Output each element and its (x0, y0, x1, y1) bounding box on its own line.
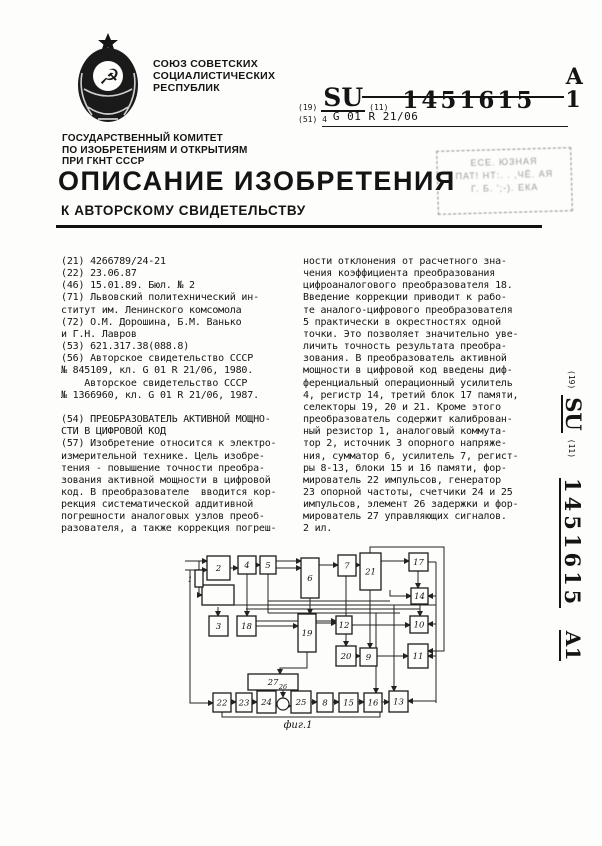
country-code: SU (323, 83, 364, 112)
block-2-label: 2 (215, 564, 222, 575)
block-15-label: 15 (343, 698, 354, 709)
block-20-label: 20 (340, 652, 352, 663)
publication-number-row (298, 64, 584, 114)
text-line: ГОСУДАРСТВЕННЫЙ КОМИТЕТ (62, 133, 223, 144)
text-line: № 1366960, кл. G 01 R 21/06, 1987. (61, 389, 259, 401)
code-51: (51) 4 (298, 115, 327, 124)
text-line: 2 ил. (303, 523, 333, 535)
block-7-label: 7 (344, 561, 350, 572)
text-line: СТИ В ЦИФРОВОЙ КОД (61, 426, 166, 438)
text-line: (57) Изобретение относится к электро- (61, 438, 277, 450)
text-line: ститут им. Ленинского комсомола (61, 304, 242, 316)
block-26-label: 26 (278, 683, 288, 691)
block-14-label: 14 (414, 592, 425, 603)
ipc-class: G 01 R 21/06 (332, 110, 419, 123)
number-underline (362, 96, 564, 98)
document-title: ОПИСАНИЕ ИЗОБРЕТЕНИЯ (58, 166, 456, 196)
text-line: (21) 4266789/24-21 (61, 256, 166, 267)
text-line: код. В преобразователе вводится кор- (61, 486, 277, 498)
figure-annotation: 1 (187, 575, 193, 584)
block-5-label: 5 (265, 561, 271, 572)
text-line: ния, сумматор 6, усилитель 7, регист- (303, 450, 519, 462)
text-line: 5 практически в окрестностях одной (303, 316, 501, 328)
text-line: ный резистор 1, аналоговый коммута- (303, 426, 507, 438)
block-4-label: 4 (244, 561, 250, 572)
block-19-label: 19 (301, 629, 313, 640)
block-24-label: 24 (261, 698, 272, 709)
publication-number: 1451615 (402, 87, 536, 114)
text-line: (54) ПРЕОБРАЗОВАТЕЛЬ АКТИВНОЙ МОЩНО- (61, 414, 271, 426)
text-line: (72) О.М. Дорошина, Б.М. Ванько (61, 316, 242, 328)
text-line: ПАТ! НТ:. . ,ЧЁ. АЯ (455, 168, 554, 182)
bibliography-and-abstract-left-column (61, 256, 301, 536)
text-line: 23 опорной частоты, счетчики 24 и 25 (303, 486, 513, 498)
text-line: Введение коррекции приводит к рабо- (303, 292, 507, 304)
text-line: зования. В преобразователь активной (303, 353, 507, 365)
text-line: ПО ИЗОБРЕТЕНИЯМ И ОТКРЫТИЯМ (62, 144, 248, 156)
block-23-label: 23 (238, 698, 250, 709)
side-publication-kind: А1 (561, 630, 586, 661)
side-country-code: SU (561, 397, 586, 431)
text-line: цифроаналогового преобразователя 18. (303, 280, 513, 292)
text-line: (71) Львовский политехнический ин- (61, 292, 259, 304)
text-line: Г. Б. ';-). ЕКА (470, 182, 539, 194)
block-10-label: 10 (413, 620, 425, 631)
block-21-label: 21 (365, 567, 376, 578)
ipc-rule (322, 126, 568, 127)
committee-name (62, 133, 247, 168)
block-9-label: 9 (365, 653, 372, 664)
block-26 (277, 698, 289, 710)
block-25-label: 25 (295, 698, 307, 709)
text-line: СОЦИАЛИСТИЧЕСКИХ (153, 70, 276, 82)
text-line: ности отклонения от расчетного зна- (303, 256, 507, 267)
header-rule (56, 225, 542, 228)
text-line: тения - повышение точности преобра- (61, 462, 265, 474)
ussr-coat-of-arms-icon (72, 33, 144, 125)
text-line: ры 8-13, блоки 15 и 16 памяти, фор- (303, 462, 507, 474)
block-1 (195, 570, 203, 587)
abstract-right-column (303, 256, 549, 536)
text-line: Авторское свидетельство СССР (61, 377, 248, 389)
code-11: (11) (369, 103, 389, 112)
block-3-label: 3 (215, 622, 222, 633)
block-27-label: 27 (267, 678, 279, 689)
text-line: погрешности аналоговых узлов преоб- (61, 511, 265, 523)
text-line: РЕСПУБЛИК (153, 82, 220, 94)
text-line: (53) 621.317.38(088.8) (61, 341, 190, 353)
text-line: импульсов, элемент 26 задержки и фор- (303, 499, 519, 511)
wire (280, 652, 307, 674)
text-line: ференциальный операционный усилитель (303, 377, 513, 389)
block-16-label: 16 (367, 698, 379, 709)
text-line: № 845109, кл. G 01 R 21/06, 1980. (61, 365, 254, 377)
side-code-19: (19) (567, 370, 577, 390)
text-line: те аналого-цифрового преобразователя (303, 304, 513, 316)
side-publication-number-value: 1451615 (560, 478, 586, 609)
figure-caption: фиг.1 (283, 720, 313, 731)
code-19: (19) (298, 103, 318, 112)
block-13-label: 13 (393, 697, 404, 708)
block-12-label: 12 (338, 621, 350, 632)
text-line: мирователь 22 импульсов, генератор (303, 474, 501, 486)
block-diagram-figure-1 (50, 543, 460, 743)
block-commutator-lower (202, 585, 234, 605)
side-code-11: (11) (567, 438, 577, 459)
block-18-label: 18 (241, 622, 252, 633)
text-line: точки. Это позволяет значительно уве- (303, 328, 519, 340)
text-line: мощности в цифровой код введены диф- (303, 365, 513, 377)
document-subtitle: К АВТОРСКОМУ СВИДЕТЕЛЬСТВУ (61, 203, 306, 218)
text-line: измерительной технике. Цель изобре- (61, 450, 265, 462)
block-22-label: 22 (216, 698, 228, 709)
text-line: селекторы 19, 20 и 21. Кроме этого (303, 401, 501, 413)
text-line: личить точность результата преобра- (303, 341, 507, 353)
text-line: ПРИ ГКНТ СССР (62, 156, 145, 167)
text-line: (22) 23.06.87 (61, 268, 137, 280)
text-line: тор 2, источник 3 опорного напряже- (303, 438, 507, 450)
wire (390, 590, 411, 596)
text-line: СОЮЗ СОВЕТСКИХ (153, 58, 259, 70)
text-line: (56) Авторское свидетельство СССР (61, 353, 254, 365)
ipc-row (298, 110, 418, 124)
text-line: 4, регистр 14, третий блок 17 памяти, (303, 389, 519, 401)
text-line: разователя, а также коррекция погреш- (61, 523, 277, 535)
side-publication-number (552, 370, 592, 710)
block-6-label: 6 (307, 574, 313, 585)
block-11-label: 11 (412, 652, 424, 663)
block-17-label: 17 (413, 558, 424, 569)
text-line: чения коэффициента преобразования (303, 268, 496, 280)
text-line: и Г.Н. Лавров (61, 328, 137, 340)
text-line (61, 402, 301, 414)
text-line: зования активной мощности в цифровой (61, 474, 271, 486)
svg-text:☭: ☭ (98, 65, 118, 89)
text-line: рекция систематической аддитивной (61, 499, 254, 511)
country-name (153, 58, 275, 94)
text-line: (46) 15.01.89. Бюл. № 2 (61, 280, 195, 292)
text-line: преобразователь содержит калиброван- (303, 414, 513, 426)
library-stamp (436, 147, 573, 215)
text-line: ЕСЕ. ЮЗНАЯ (470, 156, 538, 168)
block-8-label: 8 (322, 698, 328, 709)
publication-kind: А 1 (565, 64, 584, 113)
text-line: мирователь 27 управляющих сигналов. (303, 511, 507, 523)
